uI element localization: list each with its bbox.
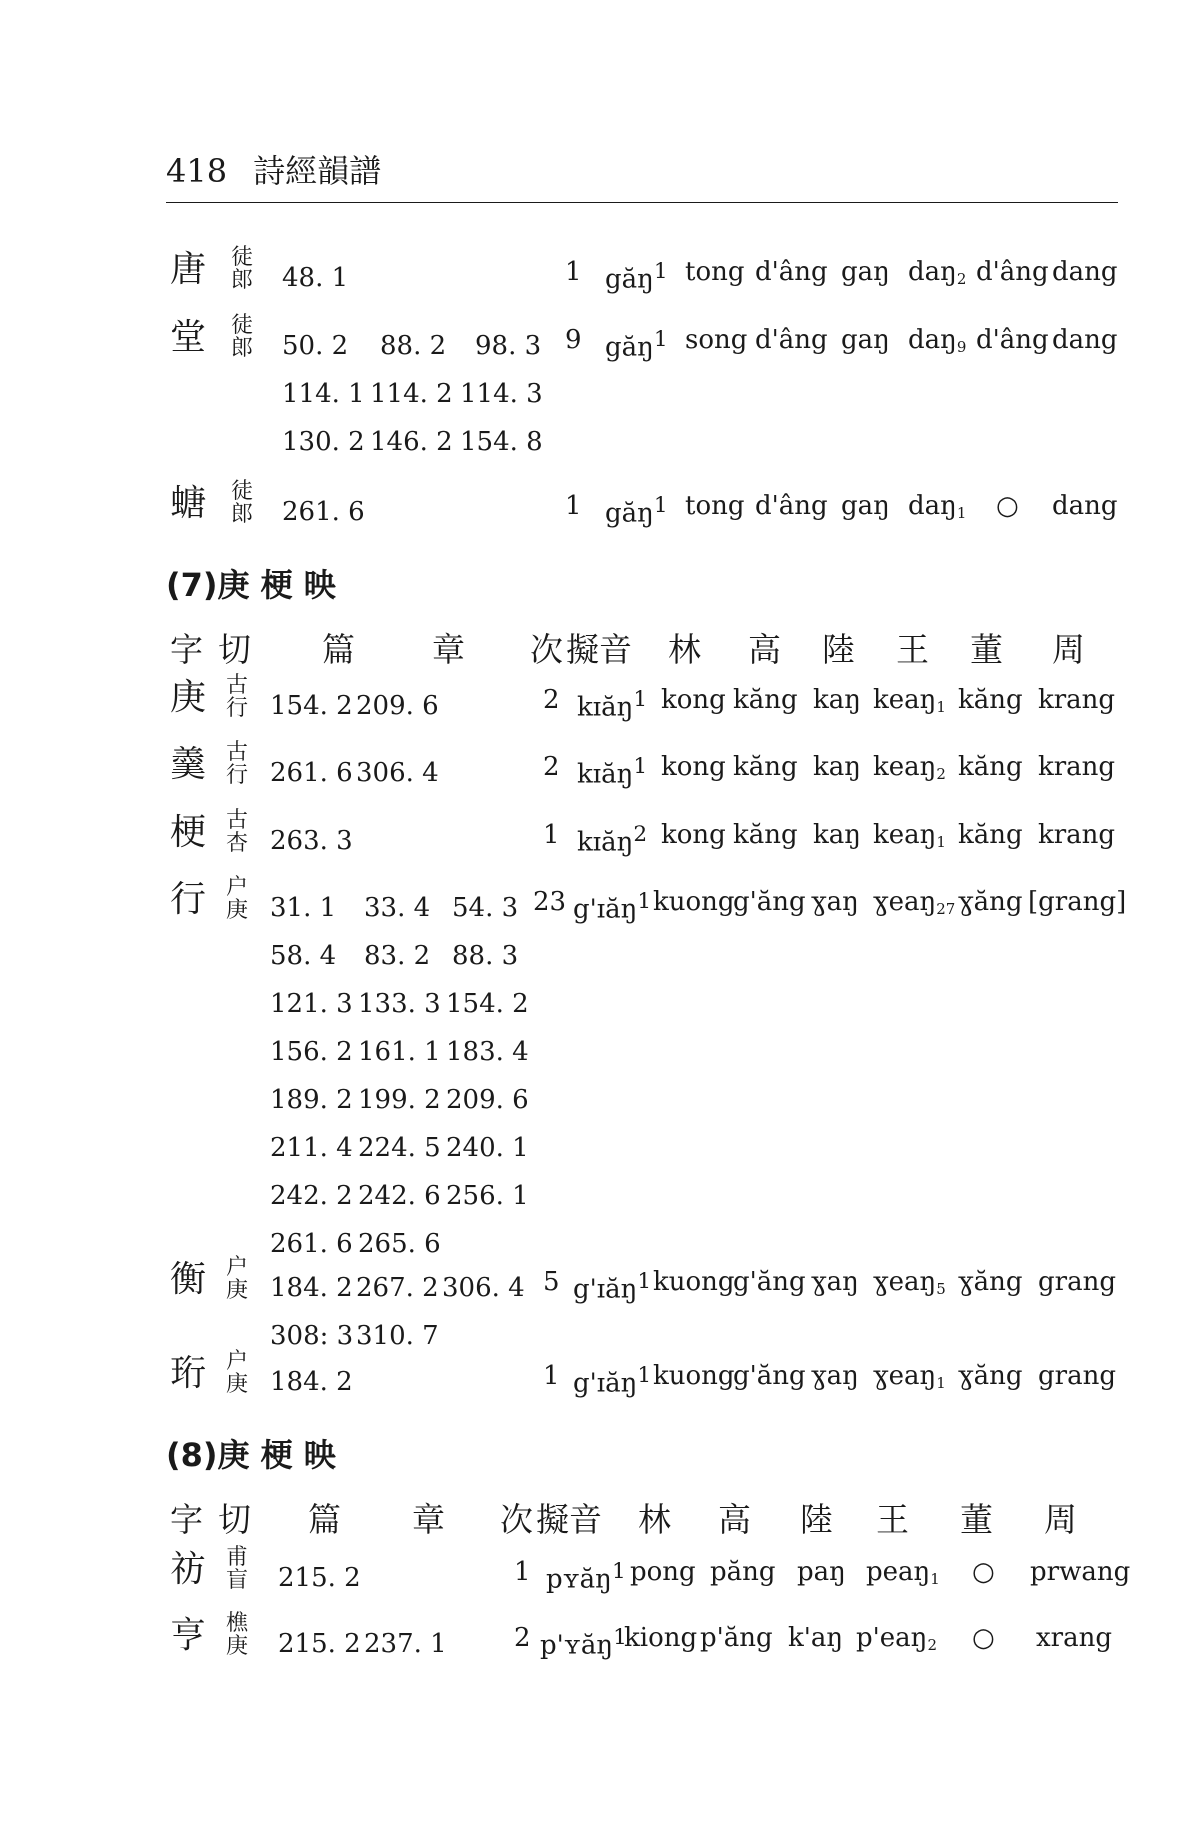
refs: 263. 3 bbox=[270, 826, 353, 856]
reading-zhou: grang bbox=[1038, 1267, 1116, 1297]
count: 2 bbox=[543, 752, 560, 782]
reading-lu: kaŋ bbox=[813, 685, 862, 715]
entry-character: 羹 bbox=[170, 744, 207, 785]
refs: 184. 2 267. 2 306. 4 308: 3 310. 7 bbox=[270, 1273, 525, 1351]
fanqie: 古 行 bbox=[225, 673, 248, 721]
book-title: 詩經韻譜 bbox=[253, 152, 382, 190]
page: 418 詩經韻譜 唐 徒 郎 48. 1 1 găŋ$^1$ tong d'âng gaŋ daŋ$_2$ d'âng dang 堂 徒 郎 50. 2 88. 2 98. 3 114. 1 114. 2 114. 3 130. 2 146. 2 154. 8 9 găŋ$^1$ song d'âng gaŋ daŋ$_9$ d'âng dang 螗 徒 郎 261. 6 1 găŋ$^1$ tong d'âng gaŋ daŋ$_1$ ○ dang (7)庚 梗 映 字 切 篇 章 次 擬音 林 高 陸 王 董 周 庚 古 行 154. 2 209. 6 2 kɪăŋ$^1$ kong kăng kaŋ keaŋ$_1$ kăng krang 羹 古 行 261. 6 306. 4 2 kɪăŋ$^1$ kong kăng kaŋ keaŋ$_2$ kăng krang 梗 古 杏 263. 3 1 kɪăŋ$^2$ kong kăng kaŋ keaŋ$_1$ kăng krang 行 户 庚 31. 1 33. 4 54. 3 58. 4 83. 2 88. 3 121. 3 133. 3 154. 2 156. 2 161. 1 183. 4 189. 2 199. 2 209. 6 211. 4 224. 5 240. 1 242. 2 242. 6 256. 1 261. 6 265. 6 23 g'ɪăŋ$^1$ kuong g'ăng ɣaŋ ɣeaŋ$_{27}$ ɣăng [grang] 衡 户 庚 184. 2 267. 2 306. 4 308: 3 310. 7 5 g'ɪăŋ$^1$ kuong g'ăng ɣaŋ ɣeaŋ$_5$ ɣăng grang 珩 户 庚 184. 2 1 g'ɪăŋ$^1$ kuong g'ăng ɣaŋ ɣeaŋ$_1$ ɣăng grang (8)庚 梗 映 字 切 篇 章 次 擬音 林 高 陸 王 董 周 祊 甫 盲 215. 2 1 pʏăŋ$^1$ pong păng paŋ peaŋ$_1$ ○ prwang 亨 樵 庚 215. 2 237. 1 2 p'ʏăŋ$^1$ kiong p'ăng k'aŋ p'eaŋ$_2$ ○ xrang bbox=[0, 0, 1200, 1824]
reading-dong: kăng bbox=[958, 685, 1023, 715]
count: 1 bbox=[543, 1361, 560, 1391]
section-title: (7)庚 梗 映 bbox=[166, 566, 336, 604]
col-header: 切 bbox=[218, 630, 251, 669]
reading-lin: kong bbox=[661, 752, 726, 782]
reading-ni: g'ɪăŋ$^1$ bbox=[573, 1363, 652, 1399]
count: 1 bbox=[565, 257, 582, 287]
entry-character: 祊 bbox=[170, 1549, 207, 1590]
col-header: 王 bbox=[896, 630, 929, 669]
reading-zhou: xrang bbox=[1036, 1623, 1112, 1653]
col-header: 董 bbox=[960, 1500, 993, 1539]
reading-ni: g'ɪăŋ$^1$ bbox=[573, 1269, 652, 1305]
count: 5 bbox=[543, 1267, 560, 1297]
col-header: 字 bbox=[170, 1500, 203, 1539]
reading-lin: kong bbox=[661, 820, 726, 850]
reading-lu: gaŋ bbox=[841, 491, 890, 521]
reading-ni: pʏăŋ$^1$ bbox=[546, 1559, 626, 1595]
fanqie: 徒 郎 bbox=[230, 479, 253, 527]
col-header: 章 bbox=[432, 630, 465, 669]
reading-dong: ɣăng bbox=[958, 1267, 1023, 1297]
reading-zhou: krang bbox=[1038, 685, 1116, 715]
entry-character: 行 bbox=[170, 879, 207, 920]
reading-zhou: krang bbox=[1038, 752, 1116, 782]
col-header: 周 bbox=[1044, 1500, 1077, 1539]
reading-wang: daŋ$_9$ bbox=[908, 325, 967, 356]
refs: 261. 6 306. 4 bbox=[270, 758, 439, 788]
col-header: 周 bbox=[1052, 630, 1085, 669]
fanqie: 户 庚 bbox=[225, 1349, 248, 1397]
reading-ni: g'ɪăŋ$^1$ bbox=[573, 889, 652, 925]
reading-ni: găŋ$^1$ bbox=[605, 493, 668, 529]
count: 9 bbox=[565, 325, 582, 355]
reading-wang: keaŋ$_1$ bbox=[873, 820, 946, 851]
reading-zhou: [grang] bbox=[1028, 887, 1127, 917]
col-header: 林 bbox=[638, 1500, 671, 1539]
reading-ni: găŋ$^1$ bbox=[605, 259, 668, 295]
reading-ni: kɪăŋ$^1$ bbox=[577, 754, 648, 790]
fanqie: 户 庚 bbox=[225, 875, 248, 923]
entry-character: 螗 bbox=[170, 483, 207, 524]
reading-lu: ɣaŋ bbox=[811, 1267, 859, 1297]
reading-lu: kaŋ bbox=[813, 820, 862, 850]
reading-zhou: dang bbox=[1052, 257, 1118, 287]
reading-zhou: prwang bbox=[1030, 1557, 1131, 1587]
reading-dong: ○ bbox=[972, 1623, 995, 1653]
entry-character: 唐 bbox=[170, 249, 207, 290]
refs: 31. 1 33. 4 54. 3 58. 4 83. 2 88. 3 121. 3 133. 3 154. 2 156. 2 161. 1 183. 4 189. 2 199. 2 209. 6 211. 4 224. 5 240. 1 242. 2 242. 6 256. 1 261. 6 265. 6 bbox=[270, 893, 529, 1259]
refs: 261. 6 bbox=[282, 497, 365, 527]
reading-dong: kăng bbox=[958, 752, 1023, 782]
reading-gao: p'ăng bbox=[700, 1623, 773, 1653]
reading-lin: kong bbox=[661, 685, 726, 715]
col-header: 字 bbox=[170, 630, 203, 669]
reading-wang: keaŋ$_2$ bbox=[873, 752, 946, 783]
fanqie: 古 行 bbox=[225, 740, 248, 788]
entry-character: 庚 bbox=[170, 677, 207, 718]
reading-lu: gaŋ bbox=[841, 257, 890, 287]
reading-dong: kăng bbox=[958, 820, 1023, 850]
entry-character: 衡 bbox=[170, 1259, 207, 1300]
reading-wang: ɣeaŋ$_1$ bbox=[873, 1361, 946, 1392]
reading-dong: d'âng bbox=[976, 257, 1049, 287]
reading-gao: kăng bbox=[733, 685, 798, 715]
reading-lu: ɣaŋ bbox=[811, 1361, 859, 1391]
fanqie: 古 杏 bbox=[225, 808, 248, 856]
reading-lin: kiong bbox=[624, 1623, 698, 1653]
reading-wang: p'eaŋ$_2$ bbox=[856, 1623, 937, 1654]
reading-gao: păng bbox=[710, 1557, 776, 1587]
reading-wang: ɣeaŋ$_5$ bbox=[873, 1267, 946, 1298]
reading-zhou: dang bbox=[1052, 325, 1118, 355]
entry-character: 亨 bbox=[170, 1615, 207, 1656]
col-header: 章 bbox=[412, 1500, 445, 1539]
reading-lin: kuong bbox=[653, 1267, 735, 1297]
reading-lu: kaŋ bbox=[813, 752, 862, 782]
col-header: 篇 bbox=[322, 630, 355, 669]
reading-dong: ○ bbox=[996, 491, 1019, 521]
col-header: 擬音 bbox=[566, 630, 632, 669]
col-header: 高 bbox=[748, 630, 781, 669]
reading-gao: d'âng bbox=[755, 491, 828, 521]
col-header: 次 bbox=[530, 630, 563, 669]
col-header: 王 bbox=[876, 1500, 909, 1539]
reading-lin: pong bbox=[630, 1557, 696, 1587]
reading-gao: d'âng bbox=[755, 325, 828, 355]
fanqie: 户 庚 bbox=[225, 1255, 248, 1303]
count: 1 bbox=[565, 491, 582, 521]
reading-wang: peaŋ$_1$ bbox=[866, 1557, 940, 1588]
fanqie: 甫 盲 bbox=[225, 1545, 248, 1593]
reading-wang: daŋ$_2$ bbox=[908, 257, 967, 288]
count: 2 bbox=[543, 685, 560, 715]
reading-wang: daŋ$_1$ bbox=[908, 491, 967, 522]
refs: 50. 2 88. 2 98. 3 114. 1 114. 2 114. 3 130. 2 146. 2 154. 8 bbox=[282, 331, 543, 457]
reading-gao: g'ăng bbox=[733, 1361, 806, 1391]
section-title: (8)庚 梗 映 bbox=[166, 1436, 336, 1474]
col-header: 擬音 bbox=[536, 1500, 602, 1539]
count: 23 bbox=[533, 887, 567, 917]
refs: 184. 2 bbox=[270, 1367, 353, 1397]
col-header: 次 bbox=[500, 1500, 533, 1539]
refs: 215. 2 237. 1 bbox=[278, 1629, 447, 1659]
reading-ni: p'ʏăŋ$^1$ bbox=[540, 1625, 627, 1661]
col-header: 陸 bbox=[800, 1500, 833, 1539]
reading-zhou: krang bbox=[1038, 820, 1116, 850]
reading-wang: ɣeaŋ$_{27}$ bbox=[873, 887, 956, 918]
reading-lin: kuong bbox=[653, 887, 735, 917]
reading-zhou: grang bbox=[1038, 1361, 1116, 1391]
fanqie: 徒 郎 bbox=[230, 245, 253, 293]
entry-character: 梗 bbox=[170, 812, 207, 853]
reading-lu: gaŋ bbox=[841, 325, 890, 355]
reading-wang: keaŋ$_1$ bbox=[873, 685, 946, 716]
refs: 154. 2 209. 6 bbox=[270, 691, 439, 721]
page-number: 418 bbox=[166, 152, 228, 190]
col-header: 董 bbox=[970, 630, 1003, 669]
reading-dong: ○ bbox=[972, 1557, 995, 1587]
reading-ni: găŋ$^1$ bbox=[605, 327, 668, 363]
reading-gao: d'âng bbox=[755, 257, 828, 287]
entry-character: 珩 bbox=[170, 1353, 207, 1394]
fanqie: 樵 庚 bbox=[225, 1611, 248, 1659]
header-rule bbox=[166, 202, 1118, 203]
entry-character: 堂 bbox=[170, 317, 207, 358]
reading-lin: song bbox=[685, 325, 748, 355]
col-header: 高 bbox=[718, 1500, 751, 1539]
running-head bbox=[166, 146, 381, 192]
reading-lin: kuong bbox=[653, 1361, 735, 1391]
reading-gao: kăng bbox=[733, 752, 798, 782]
reading-dong: ɣăng bbox=[958, 887, 1023, 917]
reading-zhou: dang bbox=[1052, 491, 1118, 521]
col-header: 林 bbox=[668, 630, 701, 669]
count: 2 bbox=[514, 1623, 531, 1653]
reading-ni: kɪăŋ$^2$ bbox=[577, 822, 648, 858]
reading-lu: k'aŋ bbox=[788, 1623, 844, 1653]
reading-dong: ɣăng bbox=[958, 1361, 1023, 1391]
reading-dong: d'âng bbox=[976, 325, 1049, 355]
reading-lin: tong bbox=[685, 257, 745, 287]
reading-lu: paŋ bbox=[797, 1557, 846, 1587]
reading-gao: kăng bbox=[733, 820, 798, 850]
reading-lu: ɣaŋ bbox=[811, 887, 859, 917]
refs: 215. 2 bbox=[278, 1563, 361, 1593]
fanqie: 徒 郎 bbox=[230, 313, 253, 361]
reading-gao: g'ăng bbox=[733, 1267, 806, 1297]
count: 1 bbox=[543, 820, 560, 850]
reading-lin: tong bbox=[685, 491, 745, 521]
col-header: 陸 bbox=[822, 630, 855, 669]
reading-gao: g'ăng bbox=[733, 887, 806, 917]
reading-ni: kɪăŋ$^1$ bbox=[577, 687, 648, 723]
col-header: 篇 bbox=[308, 1500, 341, 1539]
col-header: 切 bbox=[218, 1500, 251, 1539]
count: 1 bbox=[514, 1557, 531, 1587]
